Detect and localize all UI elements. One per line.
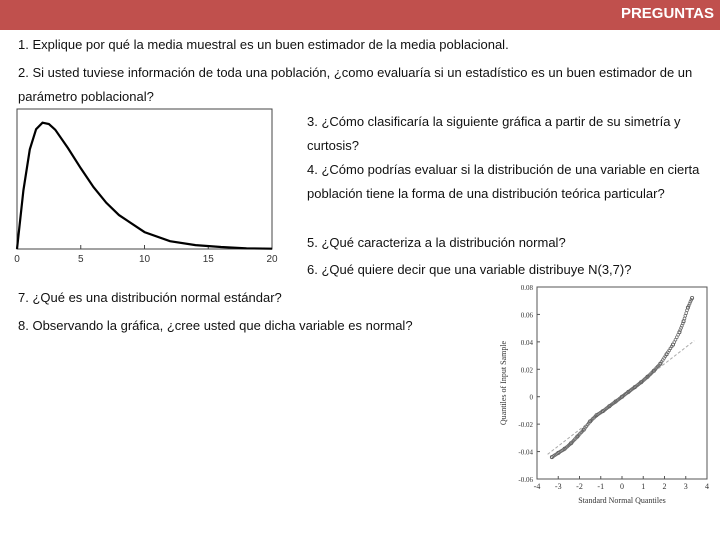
qq-plot-frame [537, 287, 707, 479]
question-4: 4. ¿Cómo podrías evaluar si la distribución de una variable en cierta población tiene la forma de una distribución teórica particular? [307, 162, 700, 201]
qq-x-tick-label: 4 [705, 482, 709, 491]
question-6: 6. ¿Qué quiere decir que una variable distribuye N(3,7)? [307, 262, 632, 277]
question-8: 8. Observando la gráfica, ¿cree usted que dicha variable es normal? [18, 318, 413, 333]
qq-x-tick-label: 1 [641, 482, 646, 491]
density-chart [12, 106, 280, 266]
qq-y-tick-label: -0.02 [518, 421, 533, 430]
qq-x-tick-label: -1 [597, 482, 605, 491]
qq-y-tick-label: 0.06 [520, 311, 533, 320]
qq-y-tick-label: 0.04 [520, 338, 533, 347]
qq-x-tick-label: 2 [662, 482, 667, 491]
header-bar [0, 0, 720, 30]
qq-x-axis-label: Standard Normal Quantiles [578, 496, 666, 505]
question-7: 7. ¿Qué es una distribución normal estándar? [18, 290, 282, 305]
density-x-tick-label: 15 [202, 254, 214, 265]
qq-y-tick-label: -0.06 [518, 476, 533, 484]
qq-x-tick-label: -2 [576, 482, 583, 491]
qq-y-tick-label: 0.02 [520, 366, 533, 375]
qq-x-tick-label: -4 [533, 482, 541, 491]
qq-plot [492, 282, 714, 508]
density-x-tick-label: 0 [14, 254, 20, 265]
qq-y-axis-label: Quantiles of Input Sample [499, 340, 508, 426]
question-3: 3. ¿Cómo clasificaría la siguiente gráfica a partir de su simetría y curtosis? [307, 114, 681, 153]
qq-x-tick-label: -3 [554, 482, 562, 491]
qq-x-tick-label: 3 [683, 482, 688, 491]
qq-y-tick-label: -0.04 [518, 448, 533, 457]
question-5: 5. ¿Qué caracteriza a la distribución normal? [307, 235, 566, 250]
question-2: 2. Si usted tuviese información de toda una población, ¿como evaluaría si un estadístico es un buen estimador de un parámetro poblacional? [18, 65, 693, 104]
density-x-tick-label: 20 [266, 254, 278, 265]
qq-x-tick-label: 0 [620, 482, 624, 491]
density-x-tick-label: 5 [77, 254, 84, 265]
question-1: 1. Explique por qué la media muestral es un buen estimador de la media poblacional. [18, 37, 509, 52]
qq-y-tick-label: 0 [529, 393, 533, 402]
qq-y-tick-label: 0.08 [520, 284, 533, 292]
density-x-tick-label: 10 [138, 254, 151, 265]
page-title: PREGUNTAS [620, 5, 714, 22]
